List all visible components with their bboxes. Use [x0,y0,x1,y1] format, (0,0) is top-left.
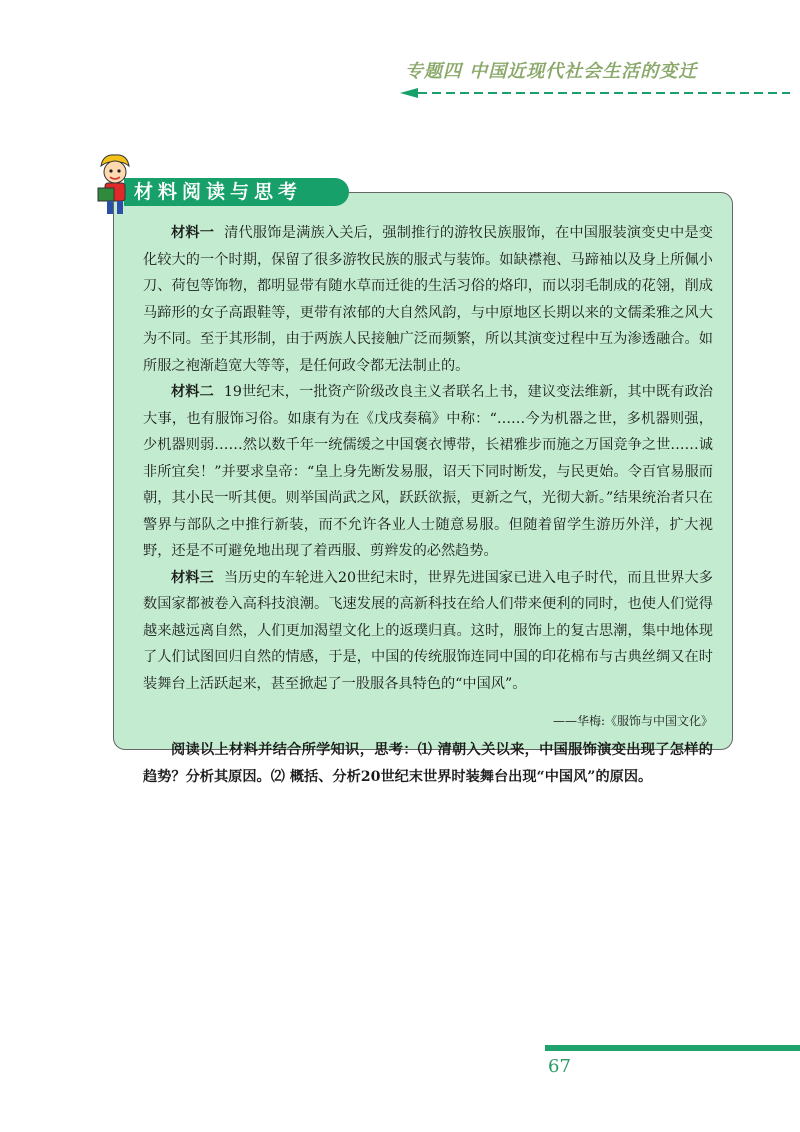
material-two [143,379,713,565]
material-three [143,565,713,698]
material-text: 19世纪末，一批资产阶级改良主义者联名上书，建议变法维新，其中既有政治大事，也有服饰习俗。如康有为在《戊戌奏稿》中称：“……今为机器之世，多机器则强，少机器则弱……然以数千年一统儒缓之中国褒衣博带，长裙雅步而施之万国竞争之世……诚非所宜矣！”并要求皇帝：“皇上身先断发易服，诏天下同时断发，与民更始。令百官易服而朝，其小民一听其便。则举国尚武之风，跃跃欲振，更新之气，光彻大新。”结果统治者只在警界与部队之中推行新装，而不允许各业人士随意易服。但随着留学生游历外洋，扩大视野，还是不可避免地出现了着西服、剪辫发的必然趋势。 [143,384,713,559]
footer-bar [545,1045,800,1051]
material-text: 清代服饰是满族入关后，强制推行的游牧民族服饰，在中国服装演变史中是变化较大的一个时期，保留了很多游牧民族的服式与装饰。如缺襟袍、马蹄袖以及身上所佩小刀、荷包等饰物，都明显带有随水草而迁徙的生活习俗的烙印，而以羽毛制成的花翎，削成马蹄形的女子高跟鞋等，更带有浓郁的大自然风韵，与中原地区长期以来的文儒柔雅之风大为不同。至于其形制，由于两族人民接触广泛而频繁，所以其演变过程中互为渗透融合。如所服之袍渐趋宽大等等，是任何政令都无法制止的。 [143,225,713,374]
section-title: 材料阅读与思考 [124,178,349,206]
material-label: 材料一 [171,225,215,241]
reading-content [143,220,713,790]
cartoon-reader-mascot-icon [93,152,137,218]
material-label: 材料二 [171,384,214,400]
discussion-question: 阅读以上材料并结合所学知识，思考：⑴ 清朝入关以来，中国服饰演变出现了怎样的趋势？分析其原因。⑵ 概括、分析20世纪末世界时装舞台出现“中国风”的原因。 [143,742,713,785]
source-citation: ——华梅:《服饰与中国文化》 [552,714,713,728]
arrow-rule-icon [400,86,790,100]
material-text: 当历史的车轮进入20世纪末时，世界先进国家已进入电子时代，而且世界大多数国家都被卷入高科技浪潮。飞速发展的高新科技在给人们带来便利的同时，也使人们觉得越来越远离自然，人们更加渴望文化上的返璞归真。这时，服饰上的复古思潮，集中地体现了人们试图回归自然的情感，于是，中国的传统服饰连同中国的印花棉布与古典丝绸又在时装舞台上活跃起来，甚至掀起了一股服各具特色的“中国风”。 [143,569,713,692]
material-one [143,220,713,379]
material-label: 材料三 [171,569,214,586]
page-number: 67 [548,1056,571,1077]
chapter-title: 专题四 中国近现代社会生活的变迁 [405,61,698,82]
